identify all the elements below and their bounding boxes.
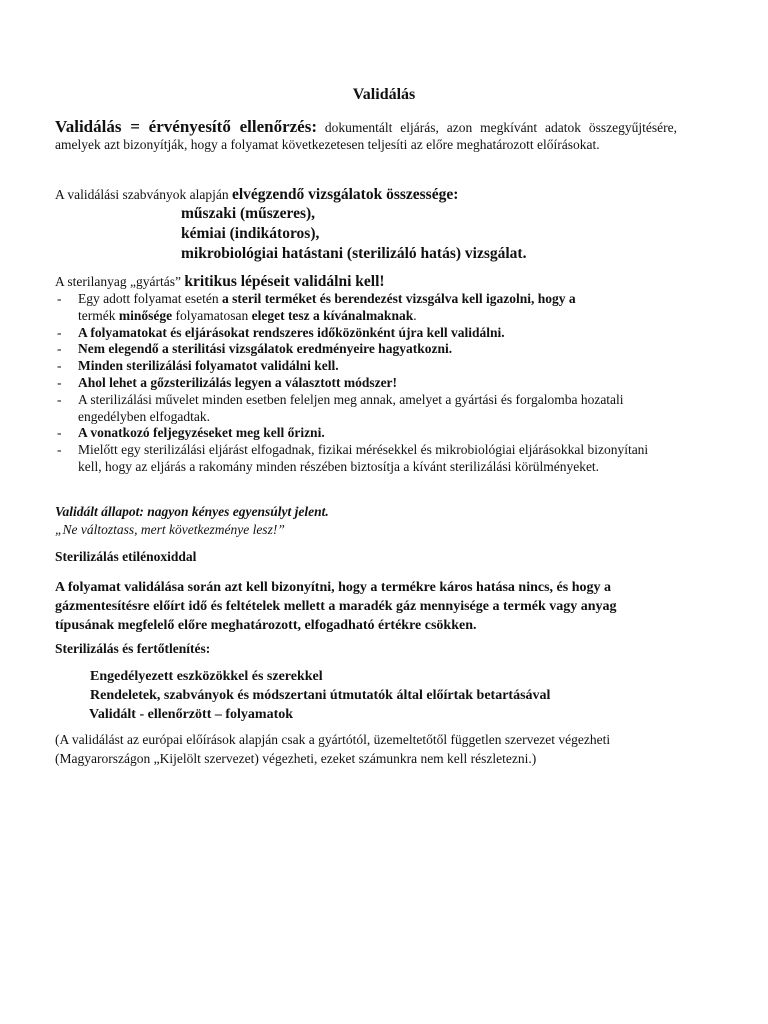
- bullet-text: termék: [78, 307, 119, 323]
- dash-marker: -: [57, 425, 62, 441]
- list-item: Rendeletek, szabványok és módszertani útmutatók által előírtak betartásával: [90, 688, 551, 703]
- test-item: kémiai (indikátoros),: [181, 225, 320, 242]
- list-item: [55, 291, 675, 325]
- critical-steps-heading: [55, 273, 677, 291]
- standards-paragraph: [55, 186, 677, 204]
- list-item: Engedélyezett eszközökkel és szerekkel: [90, 669, 323, 684]
- bullet-text: Mielőtt egy sterilizálási eljárást elfogadnak, fizikai mérésekkel és mikrobiológiai eljárásokkal bizonyítani kell, hogy az eljárás a rakomány minden részében biztosítja a kívánt sterilizálási körülményeket.: [78, 442, 649, 474]
- disinfection-list: [90, 667, 550, 724]
- dash-marker: -: [57, 291, 62, 306]
- definition-paragraph: [55, 118, 677, 153]
- dash-marker: -: [57, 358, 62, 374]
- dash-marker: -: [57, 374, 62, 390]
- critical-intro: A sterilanyag „gyártás”: [55, 274, 185, 289]
- note-paragraph: (A validálást az európai előírások alapján csak a gyártótól, üzemeltetőtől független szervezet végezheti (Magyarországon „Kijelölt szervezet) végezheti, ezeket számunkra nem kell részletezni.): [55, 732, 611, 766]
- list-item: [55, 375, 675, 392]
- dash-marker: -: [57, 391, 62, 407]
- ethylene-oxide-paragraph: A folyamat validálása során azt kell bizonyítni, hogy a termékre káros hatása nincs, és hogy a gázmentesítésre előírt idő és feltételek mellett a maradék gáz mennyisége a termék vagy anyag típusának megfelelő előre meghatározott, elfogadható értékre csökken.: [55, 580, 617, 633]
- bullet-bold-text: minősége: [118, 307, 173, 323]
- bullet-bold-text: Minden sterilizálási folyamatot validálni kell.: [78, 358, 339, 374]
- bullet-bold-text: Nem elegendő a sterilitási vizsgálatok eredményeire hagyatkozni.: [78, 341, 453, 357]
- bullet-bold-text: A folyamatokat és eljárásokat rendszeres időközönként újra kell validálni.: [78, 324, 505, 340]
- page-title: Validálás: [352, 86, 416, 103]
- validated-state-paragraph: [55, 503, 677, 539]
- list-item: [55, 442, 675, 476]
- list-item: [55, 425, 675, 442]
- definition-term: Validálás = érvényesítő ellenőrzés:: [55, 117, 317, 136]
- list-item: [55, 325, 675, 342]
- list-item: [55, 392, 675, 426]
- bullet-bold-text: A vonatkozó feljegyzéseket meg kell őrizni.: [78, 425, 325, 441]
- bullet-text: folyamatosan: [172, 307, 252, 323]
- bullet-bold-text: eleget tesz a kívánalmaknak: [251, 307, 414, 323]
- list-item: [55, 358, 675, 375]
- bullet-bold-text: a steril terméket és berendezést vizsgálva kell igazolni, hogy a: [221, 291, 576, 306]
- list-item: [55, 341, 675, 358]
- dash-marker: -: [57, 324, 62, 340]
- ethylene-oxide-heading: Sterilizálás etilénoxiddal: [55, 549, 197, 564]
- dash-marker: -: [57, 341, 62, 357]
- standards-intro: A validálási szabványok alapján: [55, 187, 232, 202]
- critical-bullet-list: [55, 291, 675, 476]
- critical-emphasis: kritikus lépéseit validálni kell!: [184, 273, 385, 290]
- test-item: műszaki (műszeres),: [181, 205, 316, 222]
- definition-text: dokumentált eljárás, azon megkívánt adatok összegyűjtésére, amelyek azt bizonyítják, hogy a folyamat következetesen teljesíti az előre meghatározott előírásokat.: [55, 120, 678, 152]
- standards-emphasis: elvégzendő vizsgálatok összessége:: [231, 186, 459, 203]
- dash-marker: -: [57, 442, 62, 458]
- list-item: Validált - ellenőrzött – folyamatok: [89, 707, 294, 722]
- disinfection-heading: Sterilizálás és fertőtlenítés:: [55, 641, 211, 656]
- bullet-text: A sterilizálási művelet minden esetben feleljen meg annak, amelyet a gyártási és forgalomba hozatali engedélyben elfogadtak.: [78, 391, 624, 424]
- bullet-bold-text: Ahol lehet a gőzsterilizálás legyen a választott módszer!: [78, 374, 398, 390]
- bullet-text: .: [413, 307, 417, 323]
- test-item: mikrobiológiai hatástani (sterilizáló hatás) vizsgálat.: [181, 245, 527, 262]
- validated-state-line: Validált állapot: nagyon kényes egyensúlyt jelent.: [55, 504, 329, 519]
- test-list: [181, 204, 526, 264]
- validated-state-quote: „Ne változtass, mert következménye lesz!”: [55, 522, 285, 537]
- bullet-text: Egy adott folyamat esetén: [78, 291, 222, 306]
